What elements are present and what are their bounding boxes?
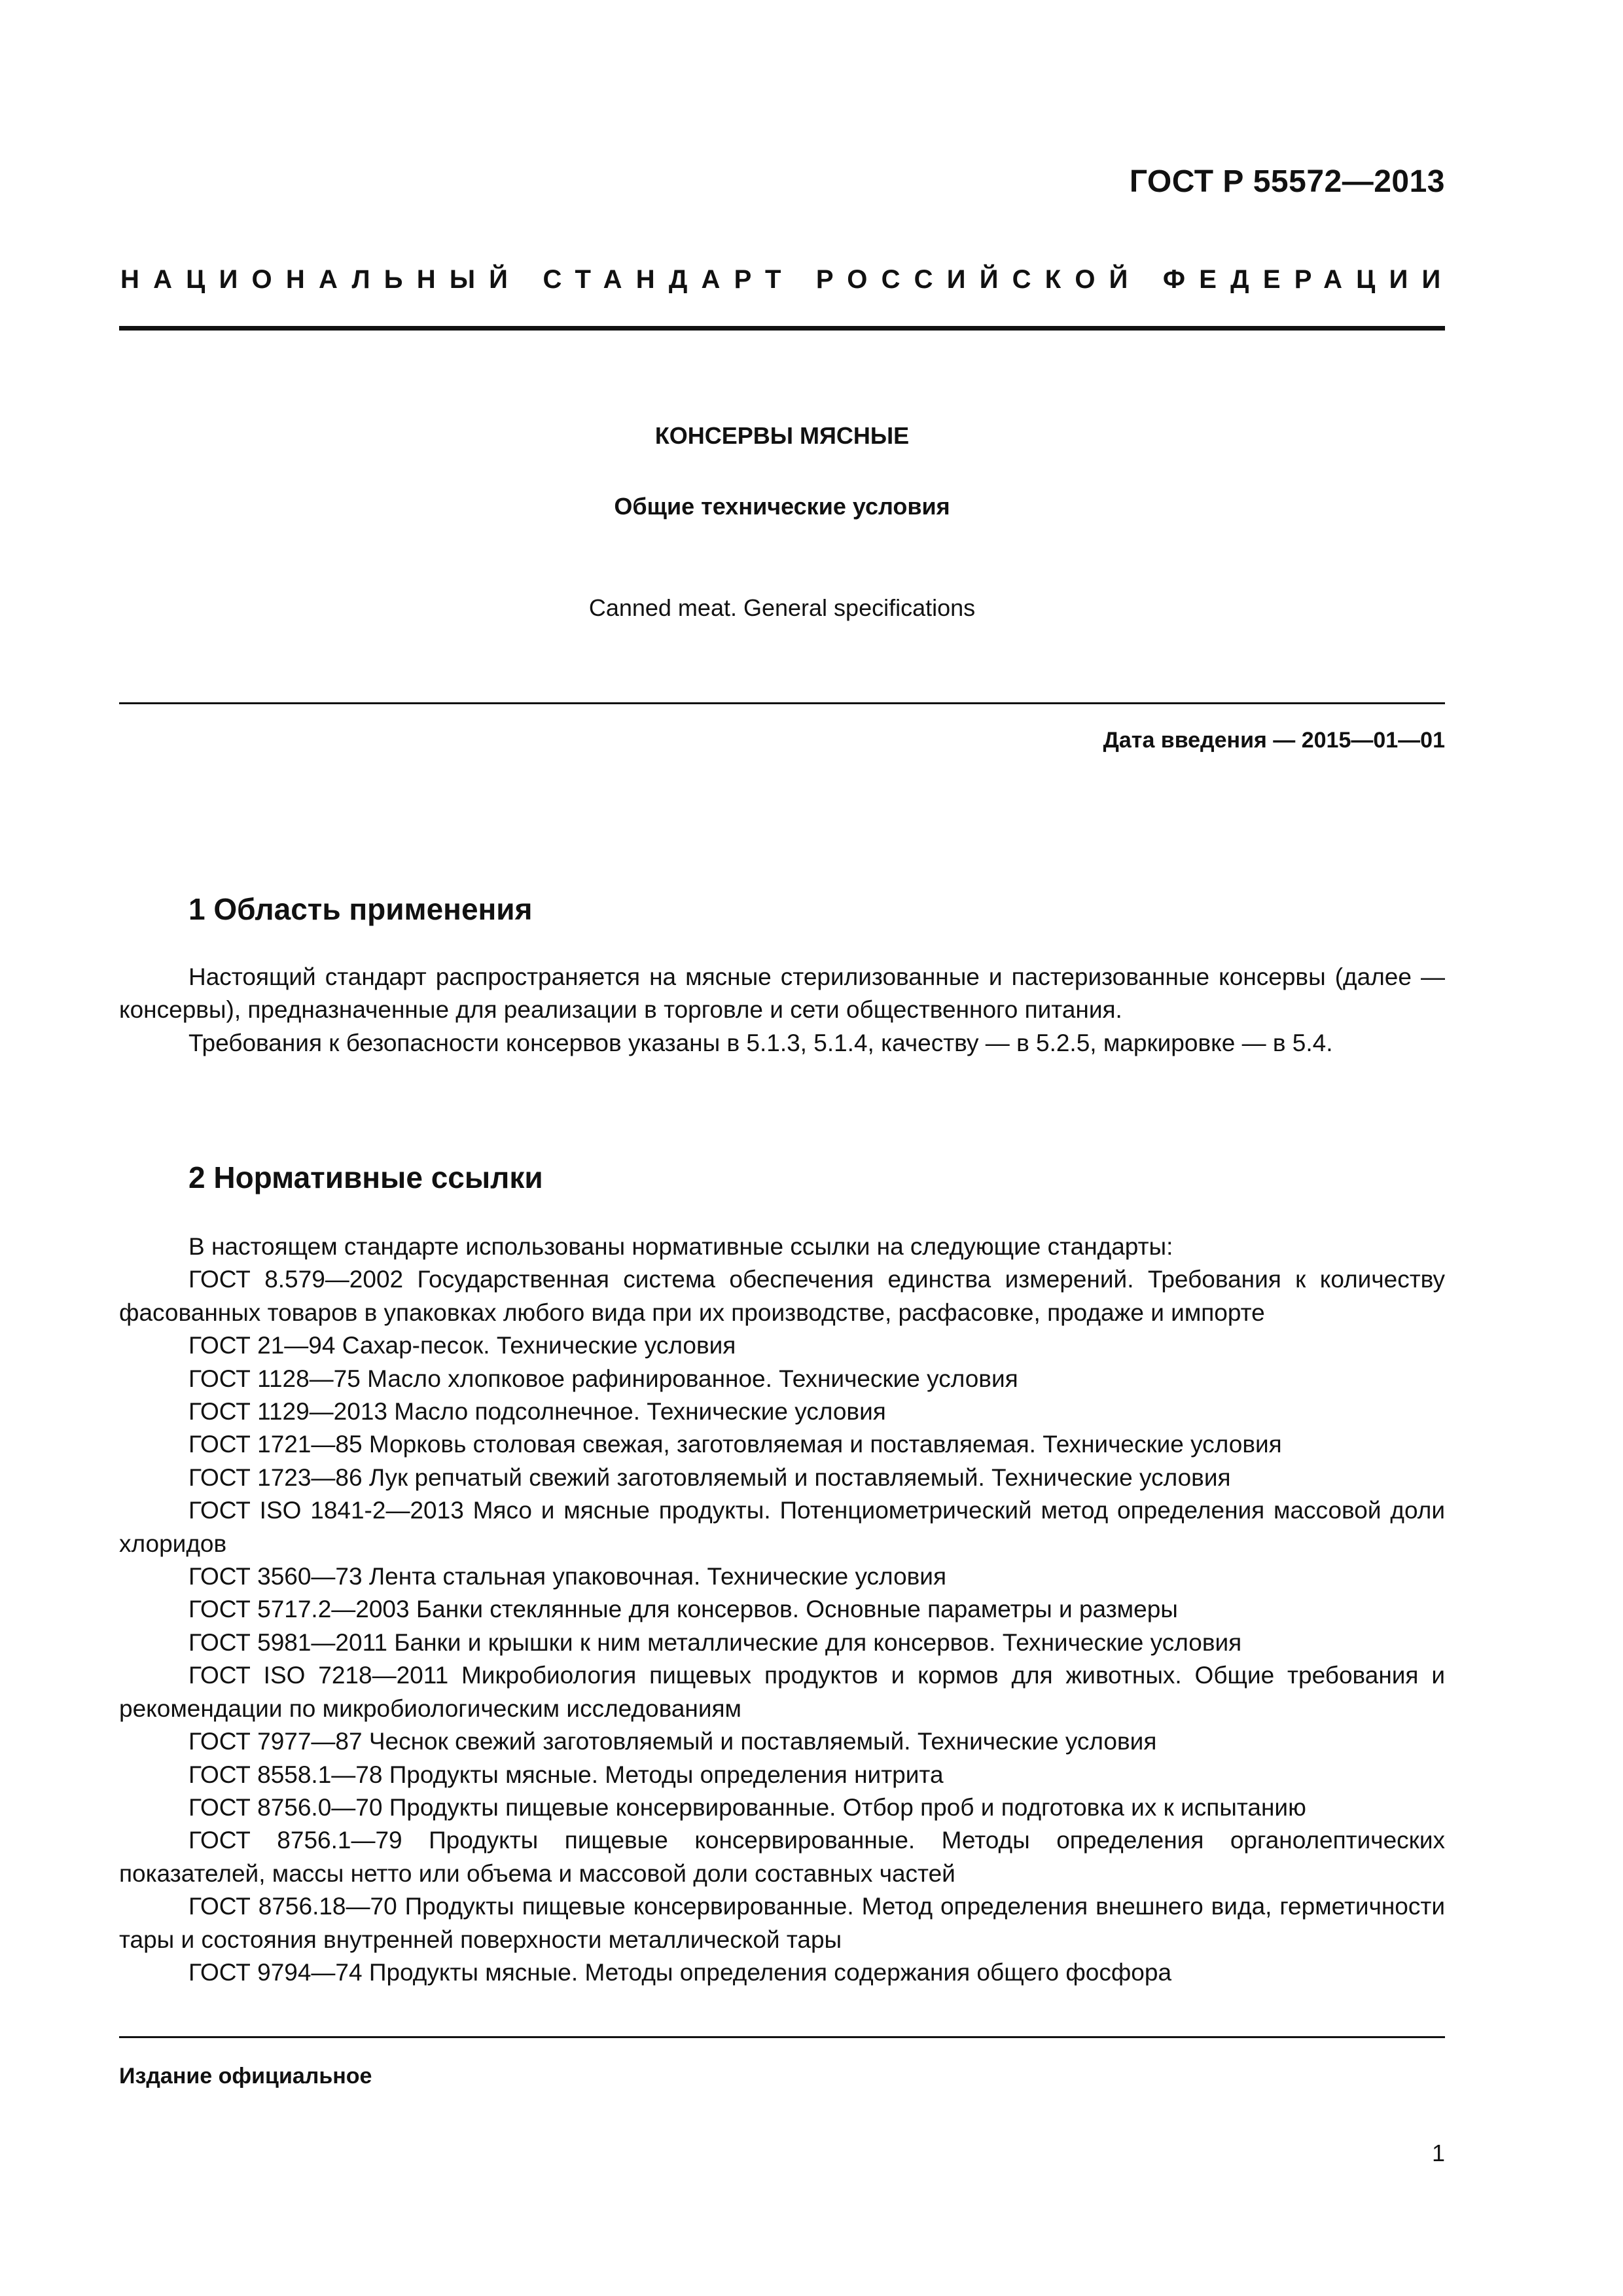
paragraph: Требования к безопасности консервов указаны в 5.1.3, 5.1.4, качеству — в 5.2.5, маркировке — в 5.4. bbox=[188, 1029, 1333, 1056]
reference-item: ГОСТ 21—94 Сахар-песок. Технические условия bbox=[188, 1332, 736, 1359]
reference-item: ГОСТ 5981—2011 Банки и крышки к ним металлические для консервов. Технические условия bbox=[188, 1628, 1242, 1656]
reference-item: ГОСТ 8756.18—70 Продукты пищевые консервированные. Метод определения внешнего вида, герметичности тары и состояния внутренней поверхности металлической тары bbox=[119, 1893, 1445, 1953]
national-standard-title: НАЦИОНАЛЬНЫЙ СТАНДАРТ РОССИЙСКОЙ ФЕДЕРАЦИИ bbox=[120, 265, 1455, 294]
reference-item: ГОСТ 1721—85 Морковь столовая свежая, заготовляемая и поставляемая. Технические условия bbox=[188, 1431, 1282, 1458]
document-number: ГОСТ Р 55572—2013 bbox=[1129, 164, 1445, 199]
title-divider bbox=[119, 702, 1445, 704]
official-edition-label: Издание официальное bbox=[119, 2064, 372, 2089]
reference-item: ГОСТ ISO 7218—2011 Микробиология пищевых продуктов и кормов для животных. Общие требования и рекомендации по микробиологическим исследованиям bbox=[119, 1662, 1445, 1722]
reference-item: ГОСТ 3560—73 Лента стальная упаковочная. Технические условия bbox=[188, 1563, 947, 1590]
reference-item: ГОСТ 1128—75 Масло хлопковое рафинированное. Технические условия bbox=[188, 1365, 1018, 1392]
header-divider bbox=[119, 326, 1445, 331]
page-number: 1 bbox=[1431, 2140, 1445, 2166]
reference-item: ГОСТ ISO 1841-2—2013 Мясо и мясные продукты. Потенциометрический метод определения массовой доли хлоридов bbox=[119, 1497, 1445, 1557]
english-title: Canned meat. General specifications bbox=[588, 594, 976, 621]
paragraph: Настоящий стандарт распространяется на мясные стерилизованные и пастеризованные консервы (далее — консервы), предназначенные для реализации в торговле и сети общественного питания. bbox=[119, 963, 1445, 1024]
reference-item: ГОСТ 1129—2013 Масло подсолнечное. Технические условия bbox=[188, 1398, 886, 1426]
section-heading-references: 2 Нормативные ссылки bbox=[188, 1160, 543, 1194]
document-title: КОНСЕРВЫ МЯСНЫЕ bbox=[654, 422, 910, 449]
reference-item: ГОСТ 9794—74 Продукты мясные. Методы определения содержания общего фосфора bbox=[188, 1958, 1172, 1986]
introduction-date: Дата введения — 2015—01—01 bbox=[1103, 728, 1445, 753]
footer-divider bbox=[119, 2036, 1445, 2038]
document-subtitle: Общие технические условия bbox=[614, 493, 950, 520]
paragraph: В настоящем стандарте использованы нормативные ссылки на следующие стандарты: bbox=[188, 1233, 1173, 1260]
reference-item: ГОСТ 7977—87 Чеснок свежий заготовляемый и поставляемый. Технические условия bbox=[188, 1728, 1157, 1755]
reference-item: ГОСТ 8.579—2002 Государственная система обеспечения единства измерений. Требования к количеству фасованных товаров в упаковках любого вида при их производстве, расфасовке, продаже и импорте bbox=[119, 1266, 1445, 1326]
section-heading-scope: 1 Область применения bbox=[188, 892, 533, 926]
section-references-body bbox=[119, 1230, 1445, 1989]
reference-item: ГОСТ 5717.2—2003 Банки стеклянные для консервов. Основные параметры и размеры bbox=[188, 1596, 1178, 1623]
reference-item: ГОСТ 8756.1—79 Продукты пищевые консервированные. Методы определения органолептических показателей, массы нетто или объема и массовой доли составных частей bbox=[119, 1827, 1445, 1887]
reference-item: ГОСТ 8756.0—70 Продукты пищевые консервированные. Отбор проб и подготовка их к испытанию bbox=[188, 1793, 1306, 1821]
reference-item: ГОСТ 1723—86 Лук репчатый свежий заготовляемый и поставляемый. Технические условия bbox=[188, 1463, 1231, 1491]
reference-item: ГОСТ 8558.1—78 Продукты мясные. Методы определения нитрита bbox=[188, 1761, 944, 1788]
section-scope-body bbox=[119, 961, 1445, 1060]
